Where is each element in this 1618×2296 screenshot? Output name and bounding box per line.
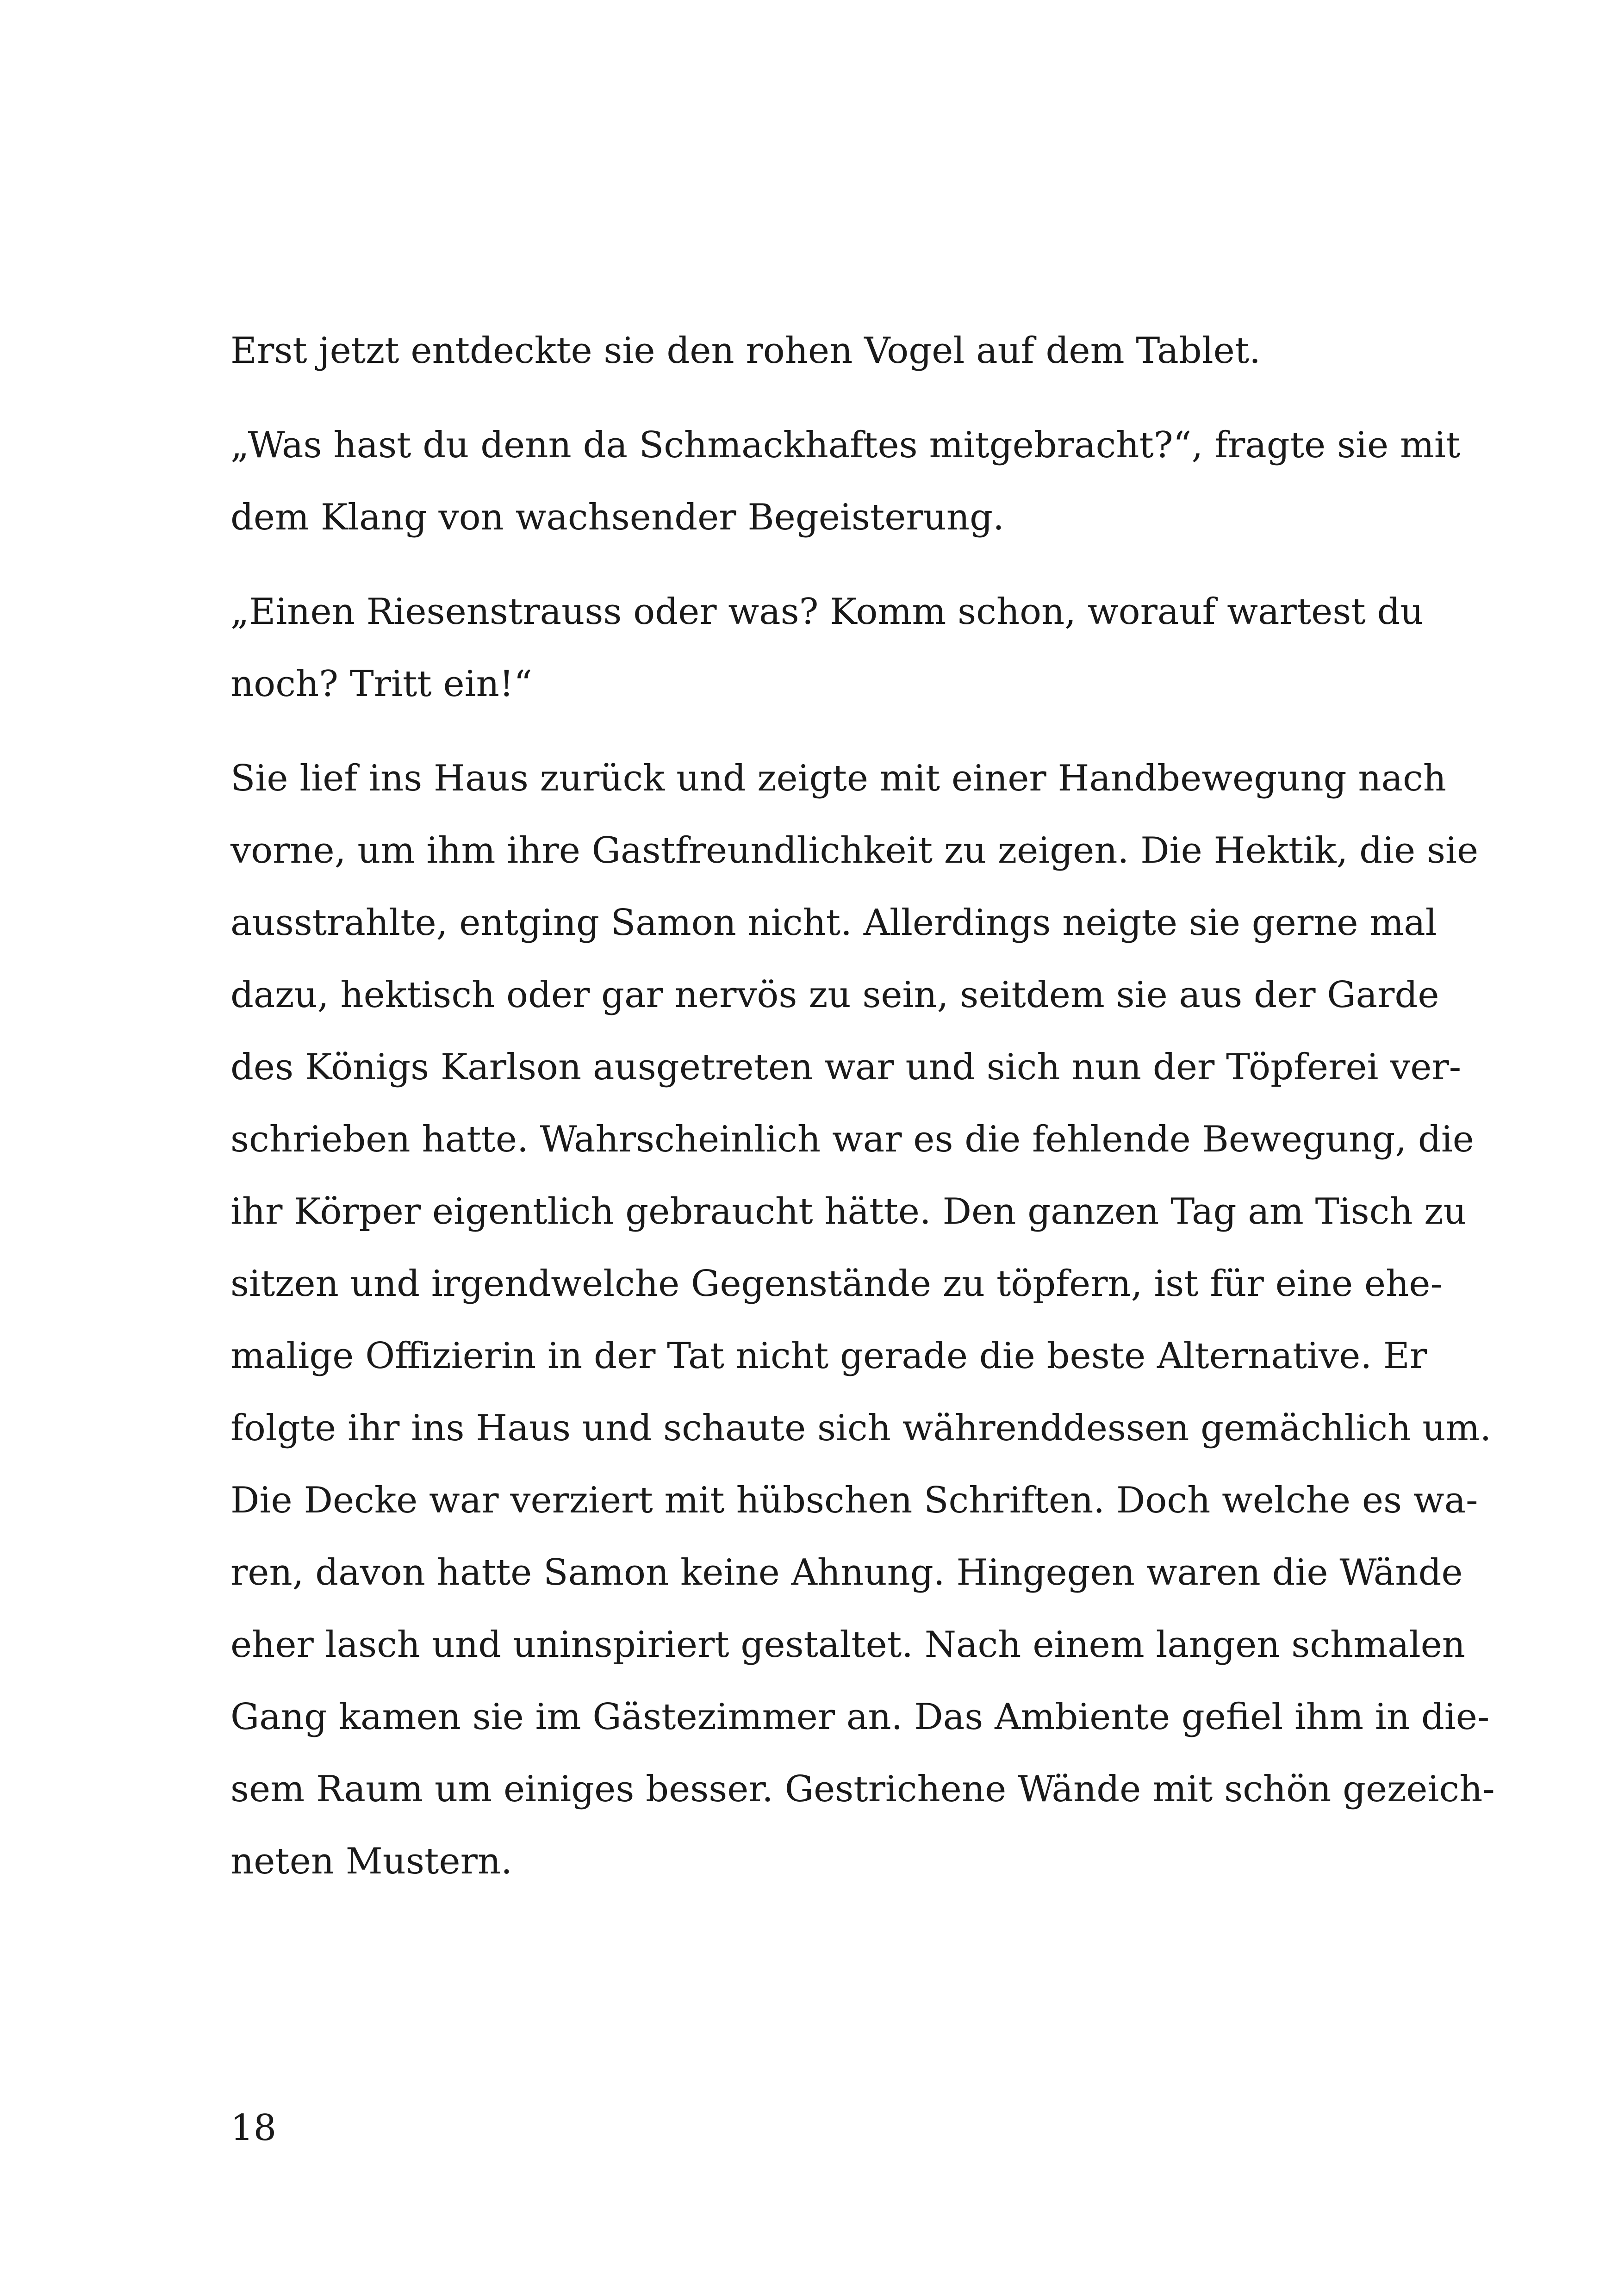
text-line: ihr Körper eigentlich gebraucht hätte. Den ganzen Tag am Tisch zu: [230, 1191, 1467, 1232]
text-line: Gang kamen sie im Gästezimmer an. Das Ambiente gefiel ihm in die-: [230, 1696, 1490, 1738]
text-line: „Was hast du denn da Schmackhaftes mitgebracht?“, fragte sie mit: [230, 424, 1461, 466]
body-text: [230, 315, 1495, 1920]
text-line: dazu, hektisch oder gar nervös zu sein, seitdem sie aus der Garde: [230, 974, 1439, 1016]
text-line: ren, davon hatte Samon keine Ahnung. Hingegen waren die Wände: [230, 1552, 1463, 1593]
text-line: „Einen Riesenstrauss oder was? Komm schon, worauf wartest du: [230, 591, 1424, 633]
text-line: Die Decke war verziert mit hübschen Schriften. Doch welche es wa-: [230, 1480, 1478, 1521]
text-line: folgte ihr ins Haus und schaute sich währenddessen gemächlich um.: [230, 1407, 1492, 1449]
paragraph-3: [230, 576, 1424, 720]
text-line: malige Offizierin in der Tat nicht gerade die beste Alternative. Er: [230, 1335, 1427, 1377]
text-line: Sie lief ins Haus zurück und zeigte mit einer Handbewegung nach: [230, 758, 1446, 799]
text-line: ausstrahlte, entging Samon nicht. Allerdings neigte sie gerne mal: [230, 902, 1437, 944]
text-line: noch? Tritt ein!“: [230, 663, 533, 705]
page-number: 18: [230, 2107, 277, 2149]
text-line: vorne, um ihm ihre Gastfreundlichkeit zu zeigen. Die Hektik, die sie: [230, 830, 1479, 871]
text-line: schrieben hatte. Wahrscheinlich war es die fehlende Bewegung, die: [230, 1119, 1474, 1160]
text-line: sitzen und irgendwelche Gegenstände zu töpfern, ist für eine ehe-: [230, 1263, 1443, 1305]
paragraph-1: [230, 315, 1388, 387]
paragraph-4: [230, 742, 1495, 1898]
text-line: Erst jetzt entdeckte sie den rohen Vogel auf dem Tablet.: [230, 330, 1261, 372]
paragraph-2: [230, 409, 1461, 554]
text-line: sem Raum um einiges besser. Gestrichene Wände mit schön gezeich-: [230, 1768, 1495, 1810]
text-line: dem Klang von wachsender Begeisterung.: [230, 497, 1004, 538]
text-line: des Königs Karlson ausgetreten war und sich nun der Töpferei ver-: [230, 1046, 1462, 1088]
text-line: eher lasch und uninspiriert gestaltet. Nach einem langen schmalen: [230, 1624, 1466, 1666]
text-line: neten Mustern.: [230, 1841, 512, 1882]
